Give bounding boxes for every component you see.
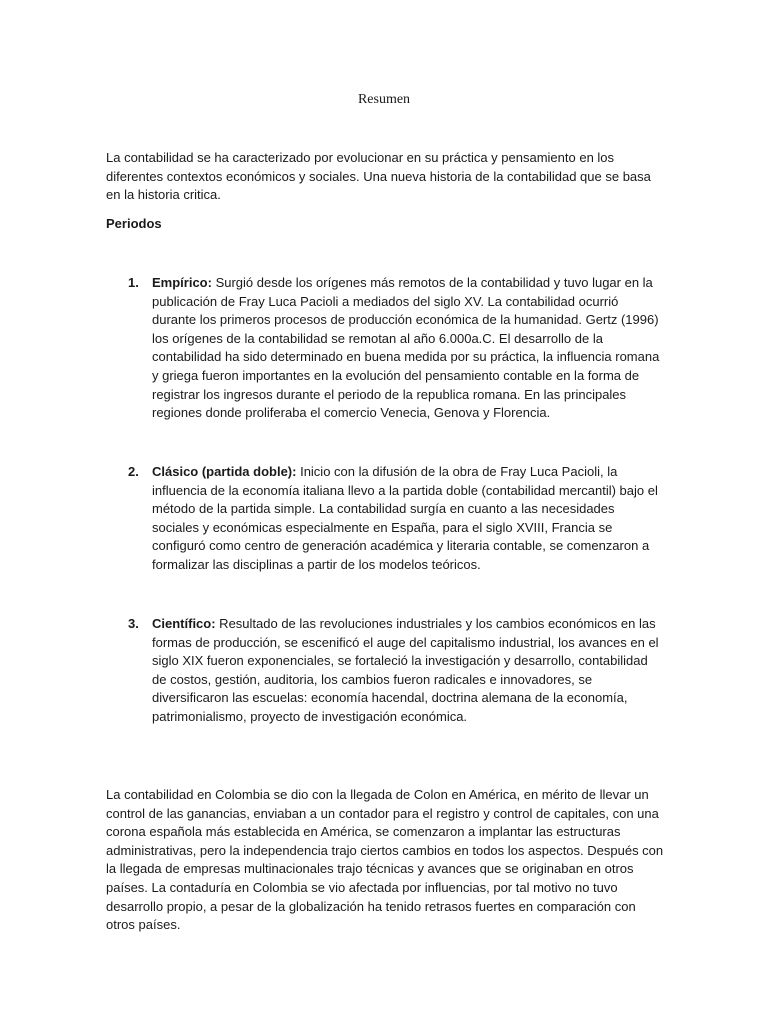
- list-number: 2.: [128, 464, 139, 479]
- period-item-clasico: [128, 463, 662, 575]
- period-description: Surgió desde los orígenes más remotos de la contabilidad y tuvo lugar en la publicación de Fray Luca Pacioli a mediados del siglo XV. La contabilidad ocurrió durante los primeros procesos de producción económica de la humanidad. Gertz (1996) los orígenes de la contabilidad se remotan al año 6.000a.C. El desarrollo de la contabilidad ha sido determinado en buena medida por su práctica, la influencia romana y griega fueron importantes en la evolución del pensamiento contable en la forma de registrar los ingresos durante el periodo de la republica romana. En las principales regiones donde proliferaba el comercio Venecia, Genova y Florencia.: [152, 275, 660, 421]
- list-number: 1.: [128, 275, 139, 290]
- period-description: Inicio con la difusión de la obra de Fray Luca Pacioli, la influencia de la economía italiana llevo a la partida doble (contabilidad mercantil) bajo el método de la partida simple. La contabilidad surgía en cuanto a las necesidades sociales y económicas especialmente en España, para el siglo XVIII, Francia se configuró como centro de generación académica y literaria contable, se comenzaron a formalizar las disciplinas a partir de los modelos teóricos.: [152, 464, 658, 572]
- list-number: 3.: [128, 616, 139, 631]
- closing-paragraph: La contabilidad en Colombia se dio con la llegada de Colon en América, en mérito de llevar un control de las ganancias, enviaban a un contador para el registro y control de capitales, con una corona española más establecida en América, se comenzaron a implantar las estructuras administrativas, pero la independencia trajo ciertos cambios en todos los aspectos. Después con la llegada de empresas multinacionales trajo técnicas y avances que se originaban en otros países. La contaduría en Colombia se vio afectada por influencias, por tal motivo no tuvo desarrollo propio, a pesar de la globalización ha tenido retrasos fuertes en comparación con otros países.: [106, 787, 664, 933]
- period-term: Empírico:: [152, 275, 212, 290]
- document-title: Resumen: [357, 92, 411, 107]
- period-term: Clásico (partida doble):: [152, 464, 297, 479]
- intro-paragraph: La contabilidad se ha caracterizado por evolucionar en su práctica y pensamiento en los diferentes contextos económicos y sociales. Una nueva historia de la contabilidad que se basa en la historia critica.: [106, 150, 651, 203]
- period-description: Resultado de las revoluciones industriales y los cambios económicos en las formas de producción, se escenificó el auge del capitalismo industrial, los avances en el siglo XIX fueron exponenciales, se fortaleció la investigación y desarrollo, contabilidad de costos, gestión, auditoria, los cambios fueron radicales e innovadores, se diversificaron las escuelas: economía hacendal, doctrina alemana de la economía, patrimonialismo, proyecto de investigación económica.: [152, 616, 659, 724]
- periods-heading: Periodos: [106, 216, 162, 231]
- period-item-empirico: [128, 274, 662, 423]
- period-item-cientifico: [128, 615, 662, 727]
- period-term: Científico:: [152, 616, 216, 631]
